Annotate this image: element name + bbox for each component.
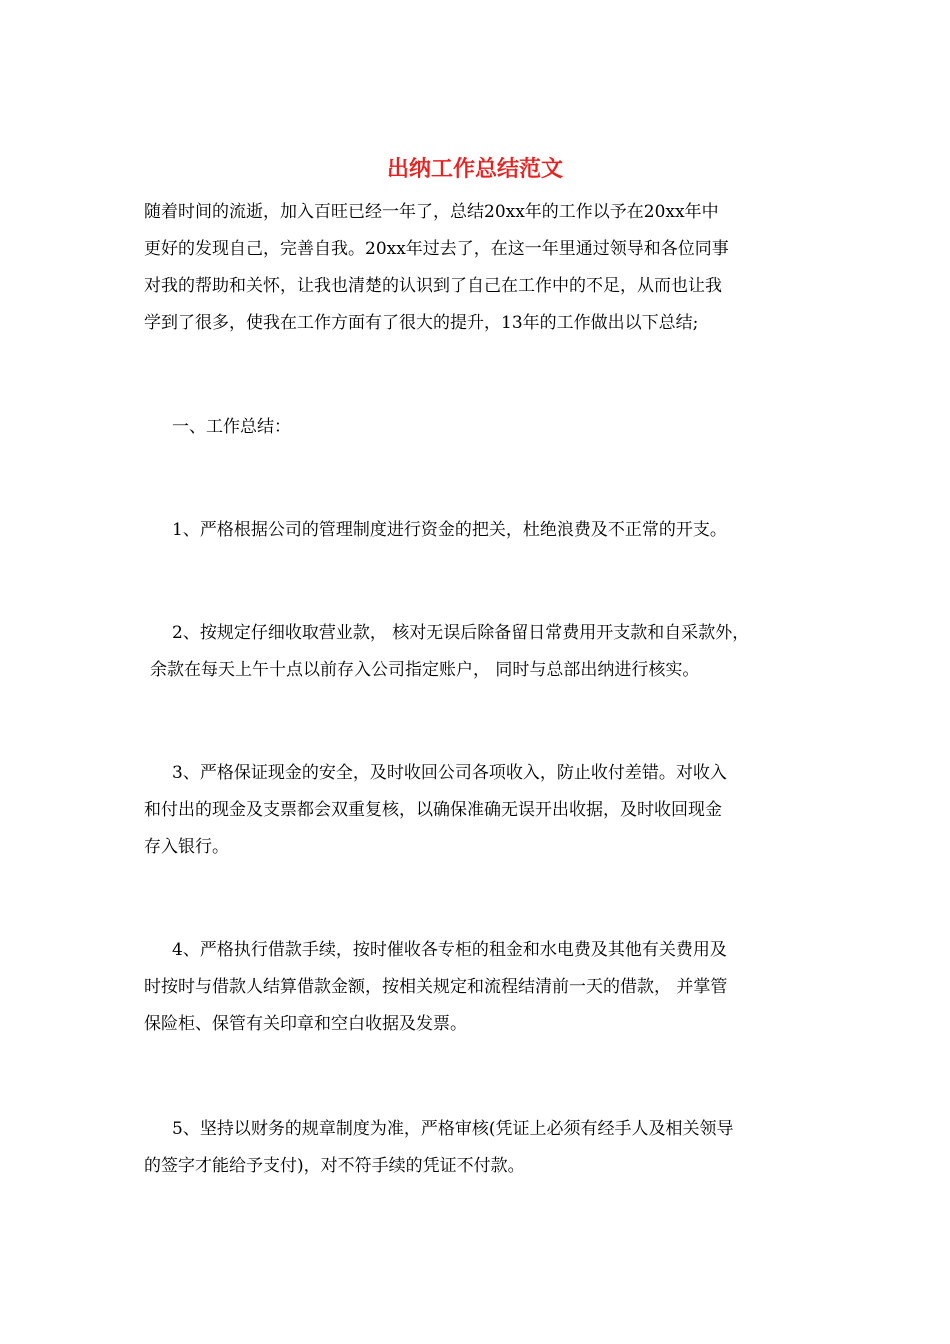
item-line: 保险柜、保管有关印章和空白收据及发票。 [144,1014,467,1034]
intro-line: 学到了很多，使我在工作方面有了很大的提升，13年的工作做出以下总结; [144,313,699,333]
item-line: 和付出的现金及支票都会双重复核，以确保准确无误开出收据，及时收回现金 [144,800,722,820]
item-line: 5、坚持以财务的规章制度为准，严格审核(凭证上必须有经手人及相关领导 [172,1119,734,1139]
section-heading [144,409,814,446]
item-2 [144,615,814,689]
item-1 [144,512,814,549]
item-5 [144,1111,814,1185]
item-line: 存入银行。 [144,837,229,857]
item-line: 3、严格保证现金的安全，及时收回公司各项收入，防止收付差错。对收入 [172,763,727,783]
item-line: 1、严格根据公司的管理制度进行资金的把关，杜绝浪费及不正常的开支。 [172,520,727,540]
document-title: 出纳工作总结范文 [386,156,563,182]
item-line: 时按时与借款人结算借款金额，按相关规定和流程结清前一天的借款， 并掌管 [144,977,728,997]
section-heading-text: 一、工作总结： [172,417,291,437]
intro-line: 随着时间的流逝，加入百旺已经一年了，总结20xx年的工作以予在20xx年中 [144,202,719,222]
item-4 [144,932,814,1043]
intro-line: 对我的帮助和关怀，让我也清楚的认识到了自己在工作中的不足，从而也让我 [144,276,722,296]
intro-paragraph [144,194,814,342]
item-line: 余款在每天上午十点以前存入公司指定账户， 同时与总部出纳进行核实。 [150,660,700,680]
item-line: 2、按规定仔细收取营业款， 核对无误后除备留日常费用开支款和自采款外， [172,623,750,643]
item-line: 的签字才能给予支付)，对不符手续的凭证不付款。 [144,1156,525,1176]
item-3 [144,755,814,866]
intro-line: 更好的发现自己，完善自我。20xx年过去了，在这一年里通过领导和各位同事 [144,239,729,259]
item-line: 4、严格执行借款手续，按时催收各专柜的租金和水电费及其他有关费用及 [172,940,727,960]
